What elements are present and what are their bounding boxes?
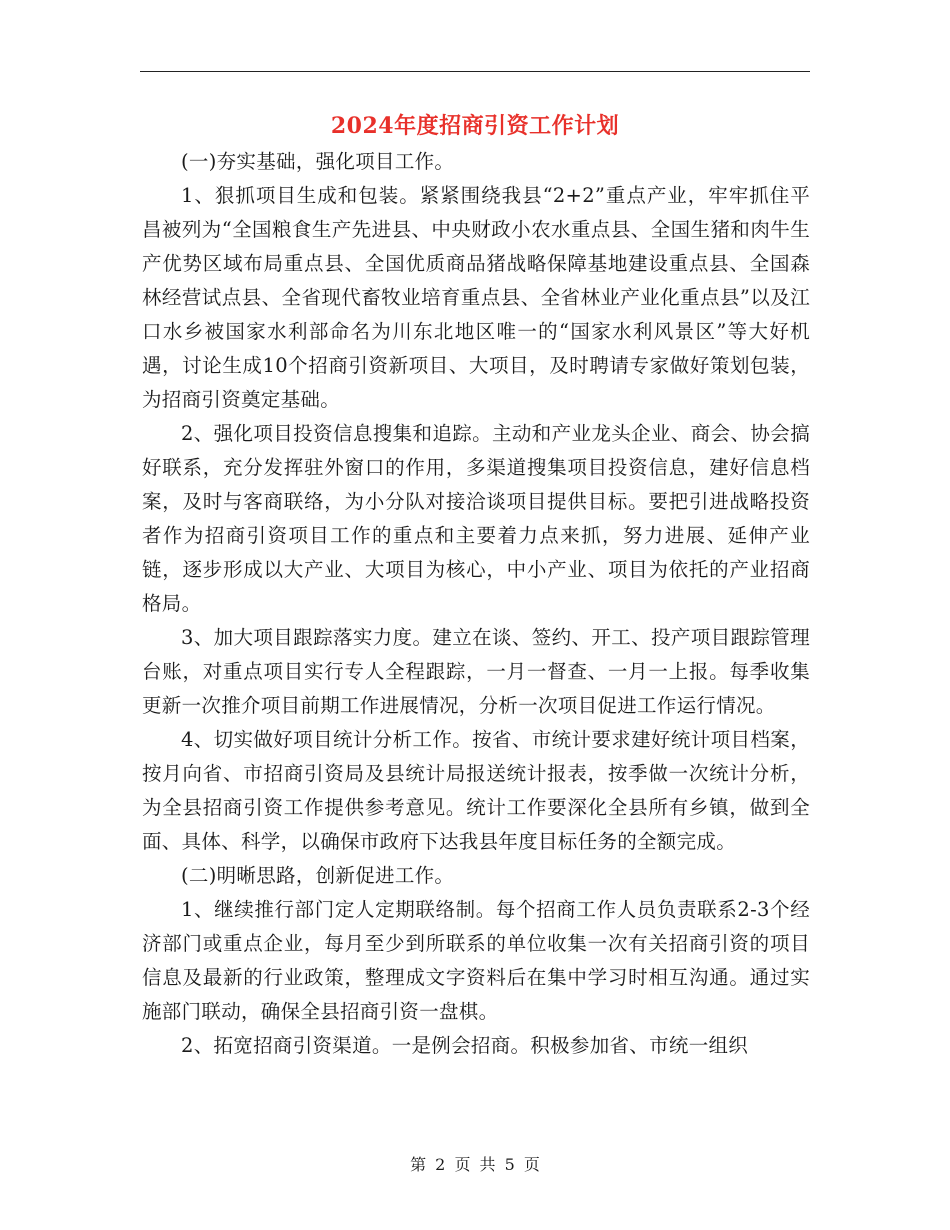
paragraph: 2、强化项目投资信息搜集和追踪。主动和产业龙头企业、商会、协会搞好联系，充分发挥驻外窗口的作用，多渠道搜集项目投资信息，建好信息档案，及时与客商联络，为小分队对接洽谈项目提供目标。要把引进战略投资者作为招商引资项目工作的重点和主要着力点来抓，努力进展、延伸产业链，逐步形成以大产业、大项目为核心，中小产业、项目为依托的产业招商格局。	[142, 422, 810, 615]
paragraph: 1、继续推行部门定人定期联络制。每个招商工作人员负责联系2-3个经济部门或重点企业，每月至少到所联系的单位收集一次有关招商引资的项目信息及最新的行业政策，整理成文字资料后在集中学习时相互沟通。通过实施部门联动，确保全县招商引资一盘棋。	[142, 898, 810, 1023]
paragraph: 1、狠抓项目生成和包装。紧紧围绕我县“2+2”重点产业，牢牢抓住平昌被列为“全国粮食生产先进县、中央财政小农水重点县、全国生猪和肉牛生产优势区域布局重点县、全国优质商品猪战略保障基地建设重点县、全国森林经营试点县、全省现代畜牧业培育重点县、全省林业产业化重点县”以及江口水乡被国家水利部命名为川东北地区唯一的“国家水利风景区”等大好机遇，讨论生成10个招商引资新项目、大项目，及时聘请专家做好策划包装，为招商引资奠定基础。	[142, 184, 810, 411]
paragraph: 4、切实做好项目统计分析工作。按省、市统计要求建好统计项目档案，按月向省、市招商引资局及县统计局报送统计报表，按季做一次统计分析，为全县招商引资工作提供参考意见。统计工作要深化全县所有乡镇，做到全面、具体、科学，以确保市政府下达我县年度目标任务的全额完成。	[142, 728, 810, 853]
section-heading-1: (一)夯实基础，强化项目工作。	[181, 150, 455, 173]
document-body	[142, 145, 810, 1063]
page-footer: 第 2 页 共 5 页	[410, 1155, 540, 1174]
header-rule	[140, 71, 810, 72]
paragraph: 3、加大项目跟踪落实力度。建立在谈、签约、开工、投产项目跟踪管理台账，对重点项目实行专人全程跟踪，一月一督查、一月一上报。每季收集更新一次推介项目前期工作进展情况，分析一次项目促进工作运行情况。	[142, 626, 810, 717]
document-title: 2024年度招商引资工作计划	[330, 113, 620, 139]
paragraph: 2、拓宽招商引资渠道。一是例会招商。积极参加省、市统一组织	[181, 1034, 749, 1057]
section-heading-2: (二)明晰思路，创新促进工作。	[181, 864, 455, 887]
